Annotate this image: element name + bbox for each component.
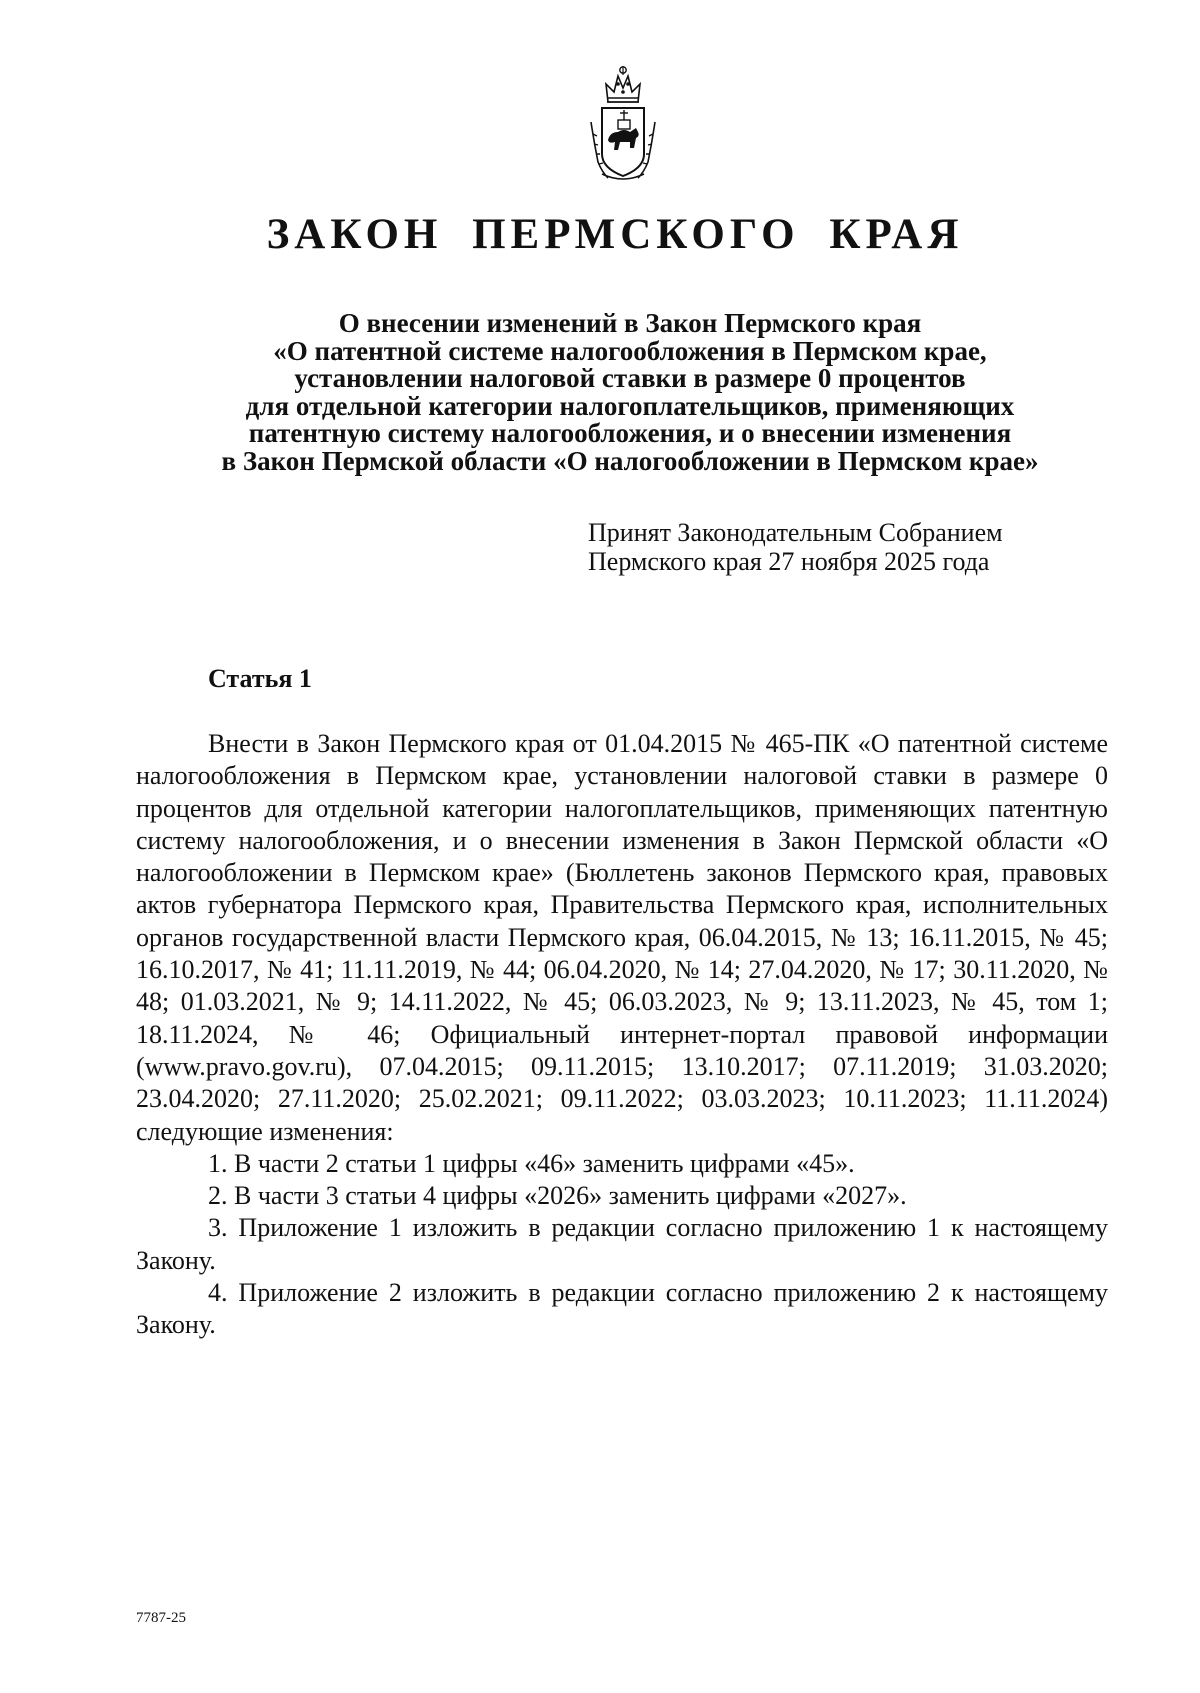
subtitle-line: «О патентной системе налогообложения в Пермском крае, <box>273 335 987 366</box>
article-paragraph: 2. В части 3 статьи 4 цифры «2026» заменить цифрами «2027». <box>208 1181 907 1211</box>
article-body <box>136 728 1108 1342</box>
law-title: ЗАКОН ПЕРМСКОГО КРАЯ <box>266 211 964 258</box>
subtitle-line: О внесении изменений в Закон Пермского края <box>338 308 922 338</box>
adoption-note <box>588 518 1088 576</box>
subtitle-line: патентную систему налогообложения, и о внесении изменения <box>248 418 1012 448</box>
law-subtitle <box>180 310 1080 475</box>
article-paragraph: 1. В части 2 статьи 1 цифры «46» заменить цифрами «45». <box>208 1148 855 1178</box>
article-paragraph: 3. Приложение 1 изложить в редакции согласно приложению 1 к настоящему Закону. <box>136 1213 1108 1275</box>
document-code: 7787-25 <box>136 1610 186 1626</box>
adoption-line: Принят Законодательным Собранием <box>588 518 1003 547</box>
article-paragraph: Внести в Закон Пермского края от 01.04.2015 № 465-ПК «О патентной системе налогообложения в Пермском крае, установлении налоговой ставки в размере 0 процентов для отдельной категории налогоплательщиков, применяющих патентную систему налогообложения, и о внесении изменения в Закон Пермской области «О налогообложении в Пермском крае» (Бюллетень законов Пермского края, правовых актов губернатора Пермского края, Правительства Пермского края, исполнительных органов государственной власти Пермского края, 06.04.2015, № 13; 16.11.2015, № 45; 16.10.2017, № 41; 11.11.2019, № 44; 06.04.2020, № 14; 27.04.2020, № 17; 30.11.2020, № 48; 01.03.2021, № 9; 14.11.2022, № 45; 06.03.2023, № 9; 13.11.2023, № 45, том 1; 18.11.2024, № 46; Официальный интернет-портал правовой информации (www.pravo.gov.ru), 07.04.2015; 09.11.2015; 13.10.2017; 07.11.2019; 31.03.2020; 23.04.2020; 27.11.2020; 25.02.2021; 09.11.2022; 03.03.2023; 10.11.2023; 11.11.2024) следующие изменения: <box>136 729 1108 1146</box>
subtitle-line: в Закон Пермской области «О налогообложении в Пермском крае» <box>221 445 1039 476</box>
article-paragraph: 4. Приложение 2 изложить в редакции согласно приложению 2 к настоящему Закону. <box>136 1278 1108 1340</box>
perm-krai-coat-of-arms-icon <box>588 62 658 184</box>
subtitle-line: установлении налоговой ставки в размере 0 процентов <box>294 363 966 393</box>
article-heading: Статья 1 <box>208 664 312 693</box>
adoption-line: Пермского края 27 ноября 2025 года <box>588 547 990 576</box>
subtitle-line: для отдельной категории налогоплательщиков, применяющих <box>245 390 1015 421</box>
